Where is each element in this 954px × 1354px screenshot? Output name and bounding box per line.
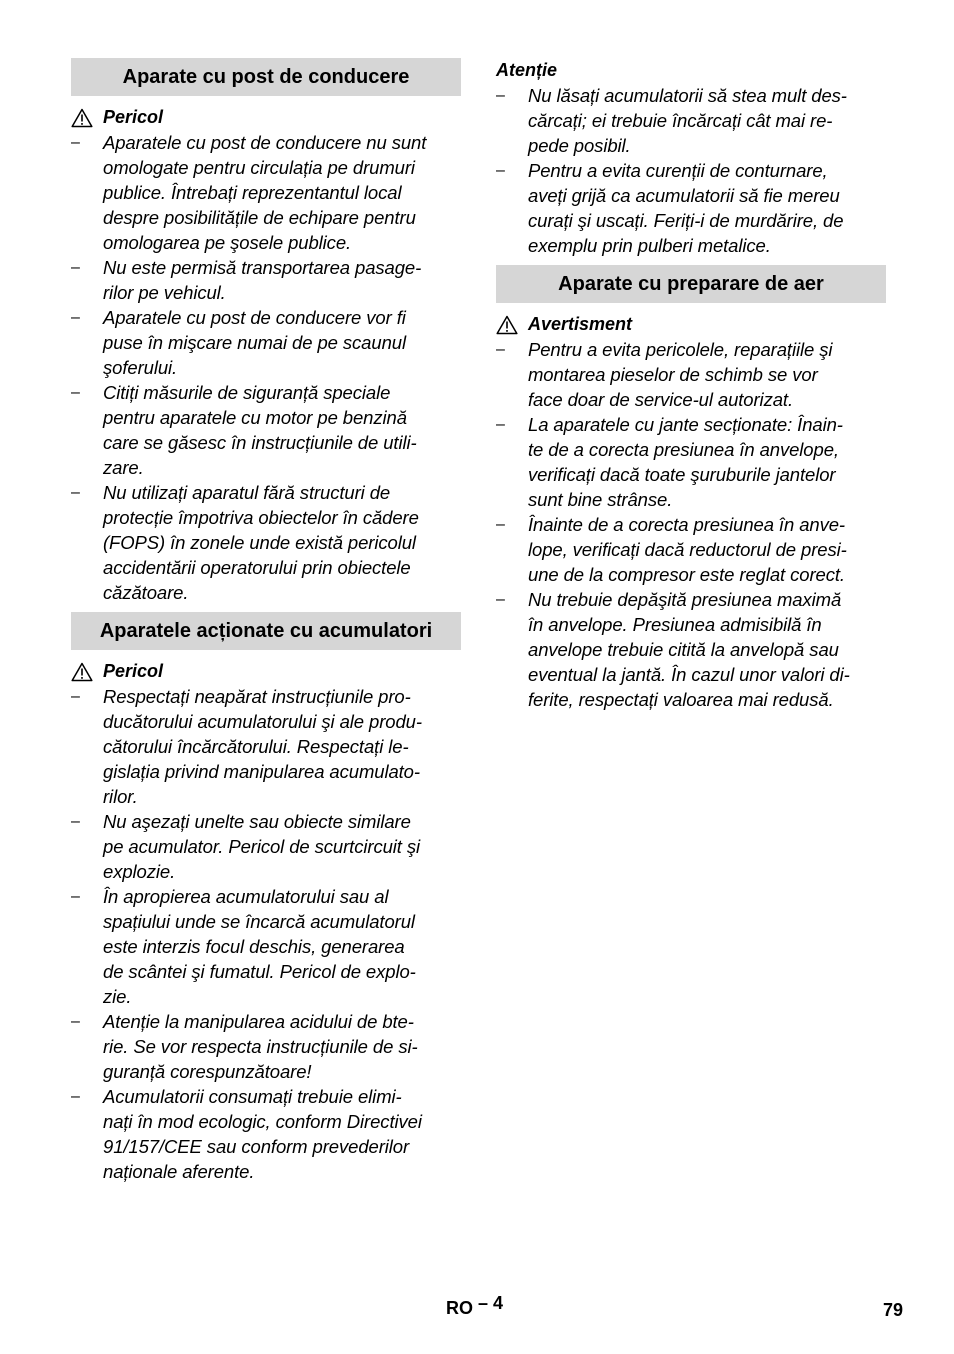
list-item-line: Nu trebuie depăşită presiunea maximă [528, 589, 842, 610]
list-item-line: cătorului încărcătorului. Respectați le- [103, 736, 409, 757]
list-item-line: une de la compresor este reglat corect. [528, 564, 845, 585]
bullet-dash: – [71, 1013, 80, 1030]
list-item-line: de scântei şi fumatul. Pericol de explo- [103, 961, 416, 982]
list-item-line: face doar de service-ul autorizat. [528, 389, 793, 410]
list-item-line: aveți grijă ca acumulatorii să fie mereu [528, 185, 840, 206]
list-item-line: despre posibilitățile de echipare pentru [103, 207, 416, 228]
list-item-line: Nu aşezați unelte sau obiecte similare [103, 811, 411, 832]
list-air [496, 337, 886, 712]
list-item-line: care se găsesc în instrucțiunile de utili- [103, 432, 417, 453]
list-item [496, 337, 886, 412]
list-item-line: Atenție la manipularea acidului de bte- [103, 1011, 414, 1032]
bullet-dash: – [71, 384, 80, 401]
list-item-line: Pentru a evita pericolele, reparațiile şi [528, 339, 833, 360]
list-item-line: eventual la jantă. În cazul unor valori di- [528, 664, 850, 685]
list-item-line: (FOPS) în zonele unde există pericolul [103, 532, 416, 553]
list-item-line: Citiți măsurile de siguranță speciale [103, 382, 391, 403]
list-item-line: anvelope trebuie citită la anvelopă sau [528, 639, 839, 660]
list-item-line: Acumulatorii consumați trebuie elimi- [103, 1086, 402, 1107]
list-item-line: pentru aparatele cu motor pe benzină [103, 407, 407, 428]
list-item-line: Aparatele cu post de conducere nu sunt [103, 132, 427, 153]
list-item [71, 255, 461, 305]
page-number: 79 [883, 1300, 904, 1320]
list-item [71, 1009, 461, 1084]
list-item-line: montarea pieselor de schimb se vor [528, 364, 818, 385]
list-item [71, 380, 461, 480]
footer-section-page: 4 [493, 1293, 504, 1313]
list-item-line: zie. [103, 986, 132, 1007]
list-item-line: te de a corecta presiunea în anvelope, [528, 439, 839, 460]
warning-triangle-icon [496, 315, 518, 335]
list-item-line: Nu lăsați acumulatorii să stea mult des- [528, 85, 847, 106]
list-item-line: sunt bine strânse. [528, 489, 673, 510]
list-item-line: în anvelope. Presiunea admisibilă în [528, 614, 822, 635]
list-item [71, 1084, 461, 1184]
bullet-dash: – [496, 416, 505, 433]
list-item-line: explozie. [103, 861, 176, 882]
list-item-line: gislația privind manipularea acumulato- [103, 761, 420, 782]
bullet-dash: – [71, 1088, 80, 1105]
signal-danger-1 [71, 105, 461, 130]
bullet-dash: – [71, 813, 80, 830]
list-item-line: este interzis focul deschis, generarea [103, 936, 405, 957]
signal-attention [496, 58, 886, 83]
list-item-line: curați şi uscați. Feriți-i de murdărire, de [528, 210, 844, 231]
list-item-line: spațiului unde se încarcă acumulatorul [103, 911, 415, 932]
list-item-line: căzătoare. [103, 582, 189, 603]
list-item-line: rilor pe vehicul. [103, 282, 226, 303]
signal-word: Pericol [103, 661, 164, 681]
bullet-dash: – [71, 259, 80, 276]
list-attention [496, 83, 886, 258]
right-column [496, 58, 886, 712]
list-item-line: 91/157/CEE sau conform prevederilor [103, 1136, 410, 1157]
signal-word: Pericol [103, 107, 164, 127]
section-heading-driver-seat: Aparate cu post de conducere [71, 58, 461, 96]
signal-warning [496, 312, 886, 337]
section-heading-air: Aparate cu preparare de aer [496, 265, 886, 303]
list-item-line: Înainte de a corecta presiunea în anve- [528, 514, 845, 535]
list-driver-seat [71, 130, 461, 605]
footer-section-label [446, 1293, 504, 1319]
list-item [496, 512, 886, 587]
bullet-dash: – [71, 484, 80, 501]
list-item-line: Respectați neapărat instrucțiunile pro- [103, 686, 411, 707]
bullet-dash: – [496, 87, 505, 104]
signal-word: Atenție [496, 60, 558, 80]
list-item-line: exemplu prin pulberi metalice. [528, 235, 771, 256]
list-item-line: omologate pentru circulația pe drumuri [103, 157, 415, 178]
bullet-dash: – [496, 591, 505, 608]
list-item-line: Pentru a evita curenții de conturnare, [528, 160, 828, 181]
list-item-line: Aparatele cu post de conducere vor fi [103, 307, 406, 328]
bullet-dash: – [71, 309, 80, 326]
bullet-dash: – [71, 134, 80, 151]
list-item-line: şoferului. [103, 357, 178, 378]
list-item-line: accidentării operatorului prin obiectele [103, 557, 411, 578]
list-item [71, 884, 461, 1009]
list-item [71, 305, 461, 380]
list-item [71, 130, 461, 255]
warning-triangle-icon [71, 662, 93, 682]
list-item-line: zare. [103, 457, 144, 478]
list-item-line: verificați dacă toate şuruburile jantelor [528, 464, 836, 485]
bullet-dash: – [71, 688, 80, 705]
bullet-dash: – [496, 162, 505, 179]
list-item [496, 412, 886, 512]
list-item-line: ducătorului acumulatorului şi ale produ- [103, 711, 422, 732]
list-item [496, 83, 886, 158]
list-item-line: nați în mod ecologic, conform Directivei [103, 1111, 422, 1132]
list-item-line: lope, verificați dacă reductorul de presi- [528, 539, 847, 560]
list-item-line: naționale aferente. [103, 1161, 255, 1182]
signal-word: Avertisment [528, 314, 633, 334]
bullet-dash: – [496, 341, 505, 358]
list-item-line: La aparatele cu jante secționate: Înain- [528, 414, 843, 435]
list-item-line: pe acumulator. Pericol de scurtcircuit şi [103, 836, 421, 857]
left-column [71, 58, 461, 1184]
footer-lang: RO [446, 1298, 473, 1318]
list-item-line: cărcați; ei trebuie încărcați cât mai re- [528, 110, 833, 131]
list-item-line: publice. Întrebați reprezentantul local [103, 182, 402, 203]
list-item [496, 158, 886, 258]
list-item-line: protecție împotriva obiectelor în cădere [103, 507, 419, 528]
list-item-line: omologarea pe şosele publice. [103, 232, 352, 253]
bullet-dash: – [496, 516, 505, 533]
list-item-line: pede posibil. [528, 135, 631, 156]
list-item-line: Nu utilizați aparatul fără structuri de [103, 482, 391, 503]
list-item-line: Nu este permisă transportarea pasage- [103, 257, 422, 278]
bullet-dash: – [71, 888, 80, 905]
list-battery [71, 684, 461, 1184]
list-item [71, 480, 461, 605]
list-item-line: În apropierea acumulatorului sau al [103, 886, 389, 907]
list-item-line: puse în mişcare numai de pe scaunul [103, 332, 406, 353]
list-item-line: guranță corespunzătoare! [103, 1061, 312, 1082]
signal-danger-2 [71, 659, 461, 684]
list-item [71, 809, 461, 884]
list-item [71, 684, 461, 809]
list-item-line: ferite, respectați valoarea mai redusă. [528, 689, 834, 710]
footer-dash: – [478, 1293, 489, 1313]
warning-triangle-icon [71, 108, 93, 128]
section-heading-battery: Aparatele acționate cu acumulatori [71, 612, 461, 650]
list-item-line: rilor. [103, 786, 138, 807]
list-item [496, 587, 886, 712]
list-item-line: rie. Se vor respecta instrucțiunile de si- [103, 1036, 418, 1057]
